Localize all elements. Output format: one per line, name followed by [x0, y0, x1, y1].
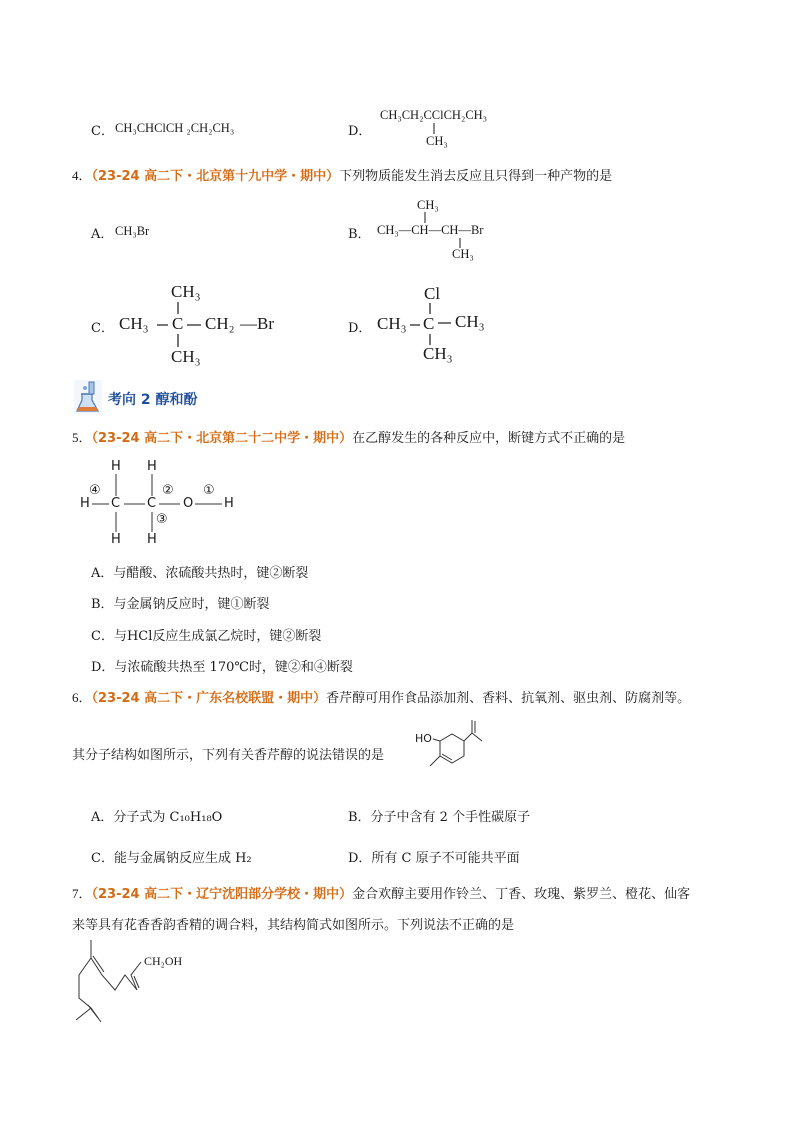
question-stem: 下列物质能发生消去反应且只得到一种产物的是 [339, 169, 613, 184]
question-stem: 香芹醇可用作食品添加剂、香料、抗氧剂、驱虫剂、防腐剂等。 [326, 691, 691, 706]
farnesol-ch2oh-label: CH₂OH [144, 954, 183, 968]
q3-option-d-label: D． [348, 124, 372, 139]
bond-label-4: ④ [89, 483, 101, 498]
q5-option-a: A．与醋酸、浓硫酸共热时，键②断裂 [91, 566, 309, 581]
q3-option-c-label: C． [91, 124, 114, 139]
q5-option-d: D．与浓硫酸共热至 170℃时，键②和④断裂 [91, 660, 353, 675]
q4-option-d-label: D． [348, 321, 372, 336]
q4-option-d-right: CH₃ [455, 312, 485, 331]
q4-option-c-carbon: C [172, 314, 184, 333]
atom-c: C [147, 496, 157, 511]
q6-option-c: C．能与金属钠反应生成 H₂ [91, 851, 252, 866]
question-number: 5． [72, 430, 92, 445]
source-tag: （23-24 高二下・广东名校联盟・期中） [91, 691, 327, 706]
atom-h: H [111, 532, 121, 547]
source-tag: （23-24 高二下・辽宁沈阳部分学校・期中） [91, 887, 353, 902]
question-number: 7． [72, 886, 92, 901]
section-title: 考向 2 醇和酚 [108, 392, 198, 408]
q4-option-d-carbon: C [423, 314, 435, 333]
q6-stem-line-2: 其分子结构如图所示，下列有关香芹醇的说法错误的是 [72, 748, 385, 763]
source-tag: （23-24 高二下・北京第二十二中学・期中） [91, 431, 353, 446]
q4-option-c-bottom: CH₃ [171, 347, 201, 366]
q4-option-c-top: CH₃ [171, 282, 201, 301]
q4-option-d-top: Cl [424, 284, 441, 303]
q4-option-a-label: A． [91, 227, 114, 242]
q5-option-c: C．与HCl反应生成氯乙烷时，键②断裂 [91, 629, 322, 644]
q6-option-d: D．所有 C 原子不可能共平面 [348, 851, 520, 866]
atom-h: H [224, 496, 234, 511]
question-stem: 在乙醇发生的各种反应中，断键方式不正确的是 [352, 431, 626, 446]
atom-h: H [147, 532, 157, 547]
q3-option-c-formula: CH₃CHClCH ₂CH₂CH₃ [115, 121, 235, 135]
q6-option-a: A．分子式为 C₁₀H₁₈O [91, 810, 223, 825]
q4-option-b-top: CH₃ [417, 198, 439, 212]
q4-option-c-br: —Br [240, 314, 274, 333]
q4-option-b-main: CH₃—CH—CH—Br [377, 223, 484, 237]
q4-option-b-bottom: CH₃ [452, 247, 474, 261]
q3-option-d-formula: CH₃CH₂CClCH₂CH₃ [380, 108, 488, 122]
bond-label-1: ① [203, 483, 215, 498]
q5-option-b: B．与金属钠反应时，键①断裂 [91, 597, 270, 612]
bond-label-3: ③ [156, 512, 168, 527]
q6-option-b: B．分子中含有 2 个手性碳原子 [348, 810, 531, 825]
question-number: 6． [72, 690, 92, 705]
carveol-ho-label: HO [415, 732, 432, 745]
source-tag: （23-24 高二下・北京第十九中学・期中） [91, 169, 340, 184]
atom-c: C [111, 496, 121, 511]
atom-h: H [80, 496, 90, 511]
q4-option-c-ch3: CH₃ [119, 314, 149, 333]
q3-option-d-branch: CH₃ [426, 134, 448, 148]
q4-option-d-bottom: CH₃ [423, 344, 453, 363]
q4-option-d-left: CH₃ [377, 314, 407, 333]
q7-stem-line-2: 来等具有花香香韵香精的调合料，其结构简式如图所示。下列说法不正确的是 [72, 918, 515, 933]
bond-label-2: ② [162, 483, 174, 498]
atom-h: H [111, 459, 121, 474]
question-number: 4． [72, 168, 92, 183]
atom-h: H [147, 459, 157, 474]
question-stem: 金合欢醇主要用作铃兰、丁香、玫瑰、紫罗兰、橙花、仙客 [352, 887, 691, 902]
atom-o: O [183, 496, 194, 511]
q4-option-b-label: B． [348, 227, 371, 242]
q4-option-c-label: C． [91, 321, 114, 336]
q4-option-c-ch2: CH₂ [205, 314, 235, 333]
q4-option-a-formula: CH₃Br [115, 224, 150, 238]
